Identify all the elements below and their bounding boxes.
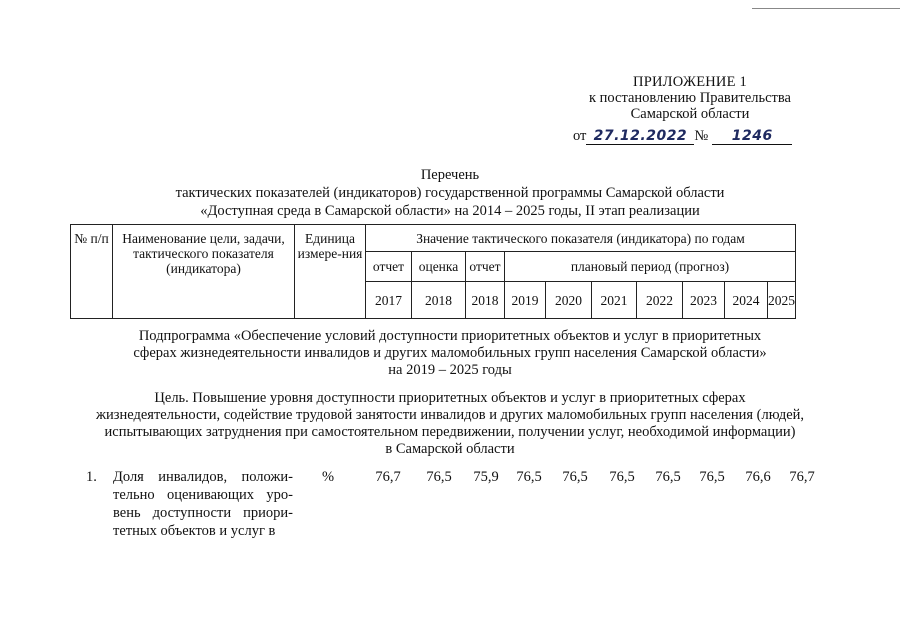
header-unit: Единица измере-ния — [295, 225, 366, 319]
year-cell: 2025 — [768, 282, 796, 319]
decree-reference — [573, 128, 792, 145]
header-report: отчет — [466, 252, 505, 282]
indicator-unit: % — [322, 469, 335, 485]
handwritten-number: 1246 — [712, 128, 792, 145]
appendix-title: ПРИЛОЖЕНИЕ 1 — [633, 74, 747, 90]
scan-edge-line — [752, 8, 900, 9]
year-cell: 2017 — [366, 282, 412, 319]
document-title — [100, 166, 800, 220]
indicator-value: 76,5 — [609, 469, 635, 485]
title-line: тактических показателей (индикаторов) государственной программы Самарской области — [175, 185, 725, 201]
indicator-value: 75,9 — [473, 469, 499, 485]
goal-line: в Самарской области — [385, 441, 515, 457]
decree-number-label: № — [694, 128, 709, 144]
year-cell: 2021 — [592, 282, 637, 319]
indicator-value: 76,6 — [745, 469, 771, 485]
year-cell: 2018 — [412, 282, 466, 319]
year-cell: 2020 — [546, 282, 592, 319]
year-cell: 2018 — [466, 282, 505, 319]
handwritten-date: 27.12.2022 — [586, 128, 694, 145]
goal-heading — [70, 390, 830, 458]
header-name: Наименование цели, задачи, тактического показателя (индикатора) — [113, 225, 295, 319]
indicator-value: 76,7 — [375, 469, 401, 485]
header-num: № п/п — [71, 225, 113, 319]
indicator-value: 76,5 — [562, 469, 588, 485]
appendix-line: к постановлению Правительства — [589, 90, 791, 106]
title-line: Перечень — [420, 167, 480, 183]
goal-line: жизнедеятельности, содействие трудовой занятости инвалидов и других маломобильных групп населения (людей, — [95, 407, 805, 423]
header-report: отчет — [366, 252, 412, 282]
decree-prefix: от — [573, 128, 587, 144]
year-cell: 2022 — [637, 282, 683, 319]
header-estimate: оценка — [412, 252, 466, 282]
subprogram-line: Подпрограмма «Обеспечение условий доступности приоритетных объектов и услуг в приоритетных — [138, 328, 762, 344]
year-cell: 2024 — [725, 282, 768, 319]
header-values: Значение тактического показателя (индикатора) по годам — [366, 225, 796, 252]
indicator-value: 76,5 — [426, 469, 452, 485]
year-cell: 2023 — [683, 282, 725, 319]
appendix-block — [540, 74, 840, 122]
row-number: 1. — [86, 469, 97, 485]
subprogram-line: на 2019 – 2025 годы — [388, 362, 512, 378]
indicators-table-header — [70, 224, 796, 319]
header-plan-period: плановый период (прогноз) — [505, 252, 796, 282]
indicator-name: Доля инвалидов, положи-тельно оценивающих уро-вень доступности приори-тетных объектов и услуг в — [113, 469, 293, 539]
indicator-value: 76,5 — [699, 469, 725, 485]
year-cell: 2019 — [505, 282, 546, 319]
subprogram-heading — [100, 328, 800, 379]
goal-line: испытывающих затруднения при самостоятельном передвижении, получении услуг, необходимой информации) — [104, 424, 796, 440]
indicator-value: 76,7 — [789, 469, 815, 485]
indicator-value: 76,5 — [655, 469, 681, 485]
indicator-value: 76,5 — [516, 469, 542, 485]
goal-line: Цель. Повышение уровня доступности приоритетных объектов и услуг в приоритетных сферах — [154, 390, 746, 406]
subprogram-line: сферах жизнедеятельности инвалидов и других маломобильных групп населения Самарской области» — [133, 345, 767, 361]
title-line: «Доступная среда в Самарской области» на 2014 – 2025 годы, II этап реализации — [200, 203, 700, 219]
appendix-line: Самарской области — [630, 106, 750, 122]
